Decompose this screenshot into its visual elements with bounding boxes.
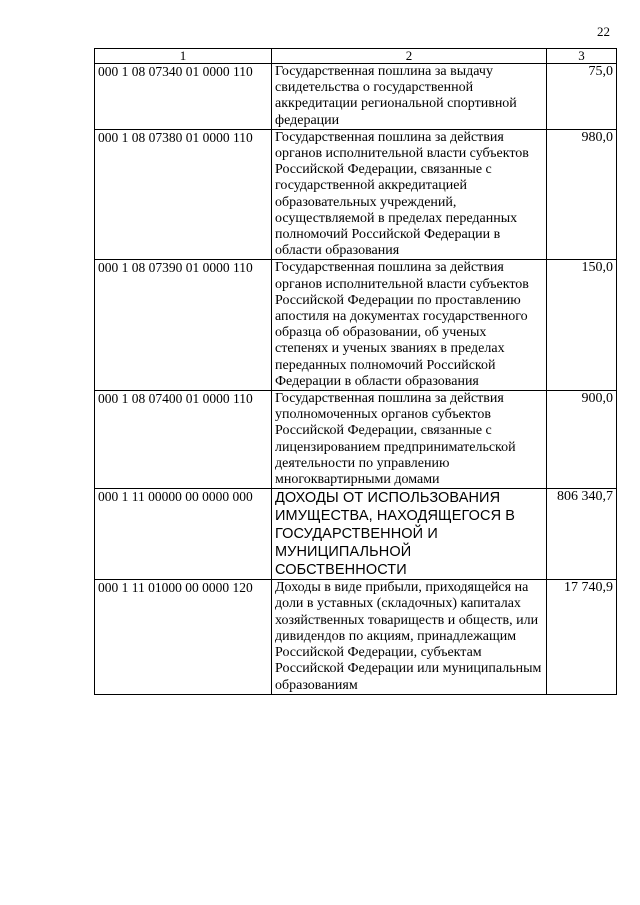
revenue-code: 000 1 08 07380 01 0000 110 [95, 129, 272, 260]
revenue-amount: 17 740,9 [547, 580, 617, 694]
revenue-name: Государственная пошлина за действия органов исполнительной власти субъектов Российской Федерации, связанные с государственной аккредитацией образовательных учреждений, осуществляемой в пределах переданных полномочий Российской Федерации в области образования [272, 129, 547, 260]
revenue-amount: 806 340,7 [547, 489, 617, 580]
budget-revenue-table [94, 48, 617, 695]
revenue-name: Государственная пошлина за действия уполномоченных органов субъектов Российской Федерации, связанные с лицензированием предпринимательской деятельности по управлению многоквартирными домами [272, 391, 547, 489]
revenue-name: Доходы в виде прибыли, приходящейся на доли в уставных (складочных) капиталах хозяйственных товариществ и обществ, или дивидендов по акциям, принадлежащим Российской Федерации, субъектам Российской Федерации или муниципальным образованиям [272, 580, 547, 694]
table-row [95, 64, 617, 130]
column-number-row [95, 49, 617, 64]
revenue-code: 000 1 11 01000 00 0000 120 [95, 580, 272, 694]
revenue-amount: 75,0 [547, 64, 617, 130]
revenue-amount: 900,0 [547, 391, 617, 489]
table-row [95, 489, 617, 580]
revenue-name: Государственная пошлина за действия органов исполнительной власти субъектов Российской Федерации по проставлению апостиля на документах государственного образца об образовании, об ученых степенях и ученых званиях в пределах переданных полномочий Российской Федерации в области образования [272, 260, 547, 391]
revenue-amount: 980,0 [547, 129, 617, 260]
column-number-1: 1 [95, 49, 272, 64]
table-row [95, 391, 617, 489]
revenue-code: 000 1 08 07390 01 0000 110 [95, 260, 272, 391]
revenue-code: 000 1 08 07340 01 0000 110 [95, 64, 272, 130]
page-number: 22 [597, 24, 610, 39]
revenue-code: 000 1 08 07400 01 0000 110 [95, 391, 272, 489]
column-number-2: 2 [272, 49, 547, 64]
revenue-code: 000 1 11 00000 00 0000 000 [95, 489, 272, 580]
table-row [95, 580, 617, 694]
revenue-amount: 150,0 [547, 260, 617, 391]
table-row [95, 129, 617, 260]
column-number-3: 3 [547, 49, 617, 64]
revenue-name: ДОХОДЫ ОТ ИСПОЛЬЗОВАНИЯ ИМУЩЕСТВА, НАХОДЯЩЕГОСЯ В ГОСУДАРСТВЕННОЙ И МУНИЦИПАЛЬНОЙ СОБСТВЕННОСТИ [272, 489, 547, 580]
table-row [95, 260, 617, 391]
revenue-name: Государственная пошлина за выдачу свидетельства о государственной аккредитации региональной спортивной федерации [272, 64, 547, 130]
